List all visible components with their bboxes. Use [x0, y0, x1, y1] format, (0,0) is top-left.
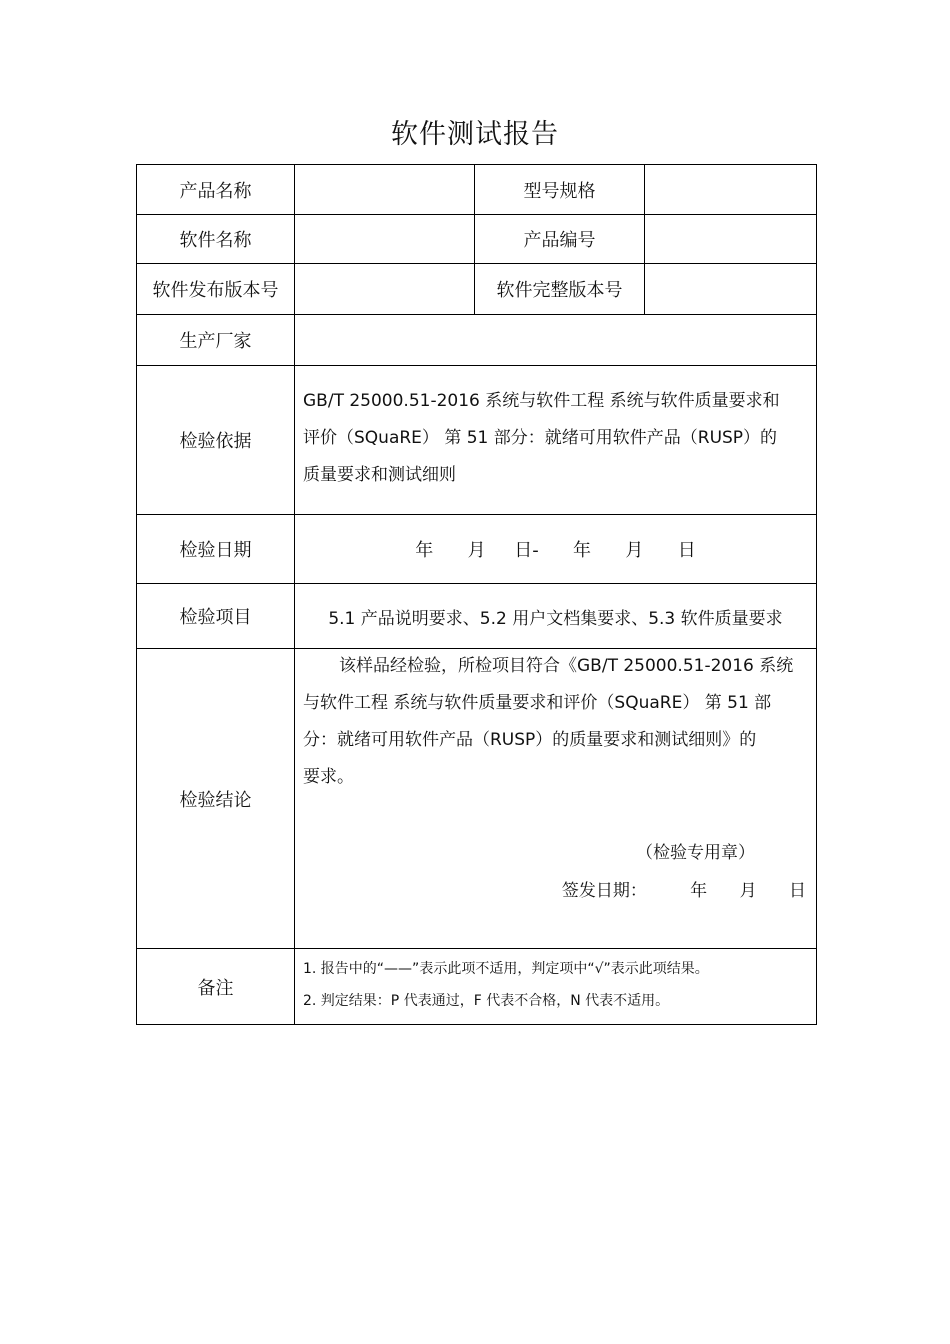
software-name-value[interactable] [295, 215, 474, 263]
software-name-label: 软件名称 [179, 230, 252, 251]
product-name-label: 产品名称 [179, 180, 252, 202]
basis-text [303, 383, 811, 494]
remarks-text [303, 953, 813, 1017]
manufacturer-value[interactable] [295, 315, 816, 365]
conclusion-label: 检验结论 [179, 789, 252, 811]
conclusion-line: 要求。 [303, 767, 354, 787]
report-title: 软件测试报告 [391, 119, 559, 150]
basis-label: 检验依据 [179, 431, 252, 452]
issue-date: 签发日期： 年 月 日 [561, 881, 806, 901]
basis-line: 质量要求和测试细则 [303, 465, 456, 485]
conclusion-line: 与软件工程 系统与软件质量要求和评价（SQuaRE） 第 51 部 [303, 693, 772, 713]
manufacturer-label: 生产厂家 [179, 331, 252, 352]
basis-line: GB/T 25000.51-2016 系统与软件工程 系统与软件质量要求和 [303, 391, 780, 411]
model-spec-label: 型号规格 [523, 180, 596, 202]
remark-line: 2. 判定结果：P 代表通过，F 代表不合格，N 代表不适用。 [303, 993, 670, 1009]
date-label: 检验日期 [179, 540, 252, 561]
full-version-value[interactable] [645, 264, 816, 314]
inspection-items: 5.1 产品说明要求、5.2 用户文档集要求、5.3 软件质量要求 [328, 608, 783, 629]
remark-line: 1. 报告中的“——”表示此项不适用，判定项中“√”表示此项结果。 [303, 961, 709, 977]
report-table [136, 164, 817, 1025]
seal-label: （检验专用章） [636, 843, 755, 863]
release-version-label: 软件发布版本号 [152, 280, 279, 301]
items-label: 检验项目 [179, 607, 252, 628]
conclusion-text [303, 648, 811, 796]
table-rule [816, 164, 817, 1025]
product-number-value[interactable] [645, 215, 816, 263]
basis-line: 评价（SQuaRE） 第 51 部分：就绪可用软件产品（RUSP）的 [303, 428, 778, 448]
remarks-label: 备注 [197, 977, 234, 999]
full-version-label: 软件完整版本号 [496, 280, 623, 301]
product-number-label: 产品编号 [523, 230, 596, 251]
inspection-date: 年 月 日- 年 月 日 [415, 540, 696, 561]
conclusion-line: 分：就绪可用软件产品（RUSP）的质量要求和测试细则》的 [303, 730, 757, 750]
model-spec-value[interactable] [645, 165, 816, 214]
release-version-value[interactable] [295, 264, 474, 314]
product-name-value[interactable] [295, 165, 474, 214]
conclusion-line: 该样品经检验，所检项目符合《GB/T 25000.51-2016 系统 [339, 656, 794, 676]
table-rule [136, 1024, 817, 1025]
